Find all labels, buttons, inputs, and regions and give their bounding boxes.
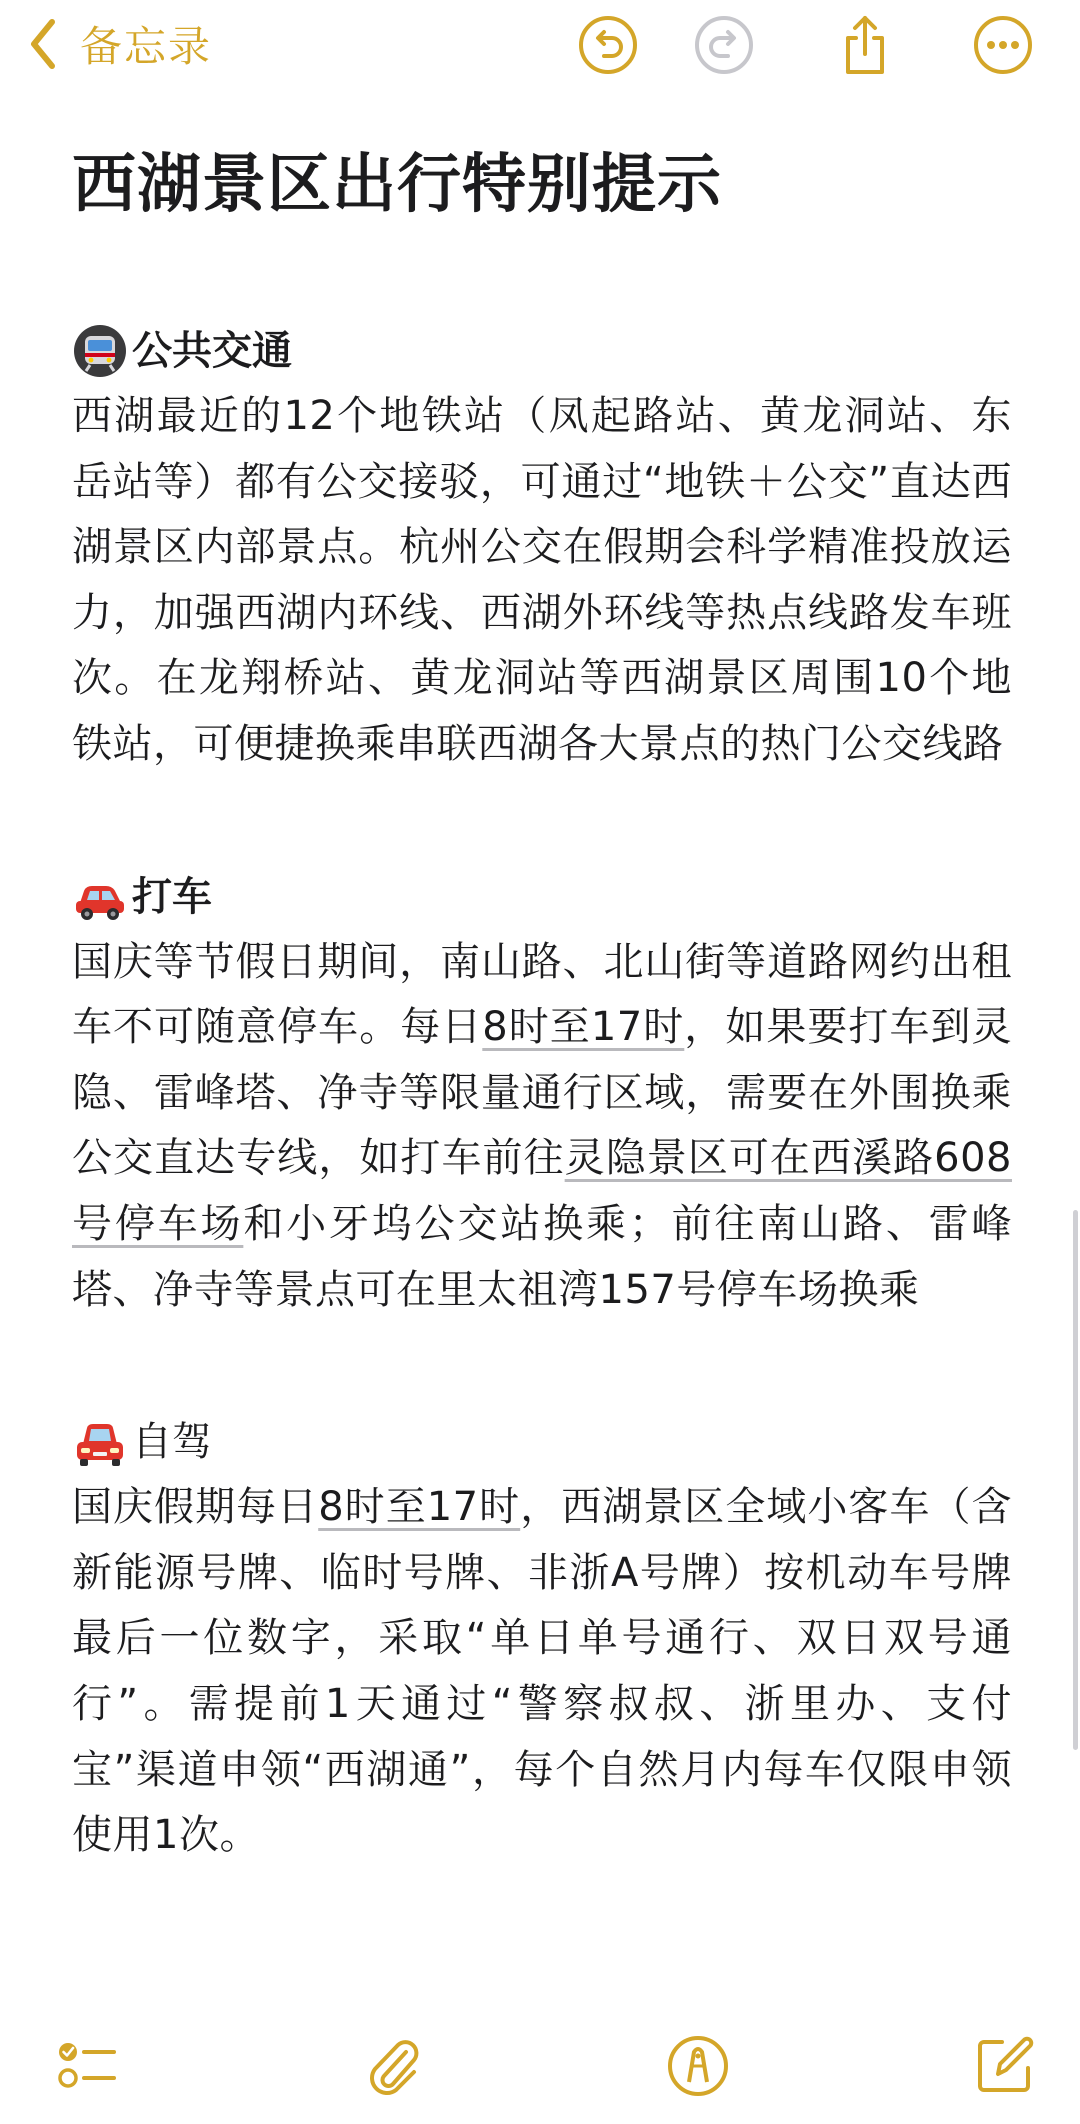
back-button[interactable]: [28, 14, 212, 74]
redo-button[interactable]: [693, 14, 755, 76]
top-navigation-bar: [0, 0, 1080, 100]
detected-time-link[interactable]: 8时至17时: [318, 1484, 521, 1531]
attachment-button[interactable]: [362, 2034, 426, 2098]
note-body[interactable]: [72, 140, 1012, 1869]
section-public-transport: [72, 318, 1012, 778]
section-heading-text: 打车: [132, 873, 212, 920]
section-paragraph: 西湖最近的12个地铁站（凤起路站、黄龙洞站、东岳站等）都有公交接驳，可通过“地铁＋公交”直达西湖景区内部景点。杭州公交在假期会科学精准投放运力，加强西湖内环线、西湖外环线等热点线路发车班次。在龙翔桥站、黄龙洞站等西湖景区周围10个地铁站，可便捷换乘串联西湖各大景点的热门公交线路: [72, 393, 1012, 767]
section-heading: [72, 864, 1012, 930]
checklist-icon: [54, 2034, 118, 2098]
share-button[interactable]: [834, 14, 896, 76]
car-icon: [72, 869, 128, 925]
bottom-toolbar: [0, 2020, 1080, 2124]
section-heading: [72, 318, 1012, 384]
section-heading: [72, 1409, 1012, 1475]
scroll-indicator[interactable]: [1073, 1210, 1078, 1750]
paragraph-text: 和小牙坞公交站换乘；前往南山路、雷峰塔、净寺等景点可在里太祖湾157号停车场换乘: [72, 1200, 1013, 1313]
more-icon: [972, 14, 1034, 76]
section-heading-text: 公共交通: [132, 328, 292, 374]
chevron-left-icon: [28, 18, 58, 70]
detected-time-link[interactable]: 8时至17时: [482, 1004, 685, 1051]
compose-button[interactable]: [972, 2034, 1036, 2098]
markup-button[interactable]: [666, 2034, 730, 2098]
metro-icon: [72, 323, 128, 379]
section-paragraph: [72, 930, 1012, 1324]
checklist-button[interactable]: [54, 2034, 118, 2098]
section-taxi: [72, 864, 1012, 1324]
oncoming-car-icon: [72, 1414, 128, 1470]
note-title: 西湖景区出行特别提示: [72, 148, 722, 222]
back-label: 备忘录: [80, 22, 213, 71]
paragraph-text: ，如果要打车到灵隐、雷峰塔、净寺等限量通行区域，需要在外围换乘公交直达专线，如打车前往: [72, 1004, 1013, 1182]
markup-icon: [666, 2034, 730, 2098]
detected-address-link[interactable]: 灵隐景区可在西溪路608号停车场: [72, 1135, 1012, 1247]
paragraph-text: 国庆假期每日: [72, 1484, 319, 1531]
attachment-icon: [362, 2034, 426, 2098]
undo-button[interactable]: [577, 14, 639, 76]
paragraph-text: ，西湖景区全域小客车（含新能源号牌、临时号牌、非浙A号牌）按机动车号牌最后一位数字，采取“单日单号通行、双日双号通行”。需提前1天通过“警察叔叔、浙里办、支付宝”渠道申领“西湖通”，每个自然月内每车仅限申领使用1次。: [72, 1484, 1013, 1859]
undo-icon: [577, 14, 639, 76]
more-button[interactable]: [972, 14, 1034, 76]
redo-icon: [693, 14, 755, 76]
compose-icon: [972, 2034, 1036, 2098]
share-icon: [834, 14, 896, 76]
section-heading-text: 自驾: [132, 1419, 212, 1466]
section-paragraph: [72, 1475, 1012, 1869]
section-self-driving: [72, 1409, 1012, 1869]
paragraph-text: 国庆等节假日期间，南山路、北山街等道路网约出租车不可随意停车。每日: [72, 938, 1012, 1051]
